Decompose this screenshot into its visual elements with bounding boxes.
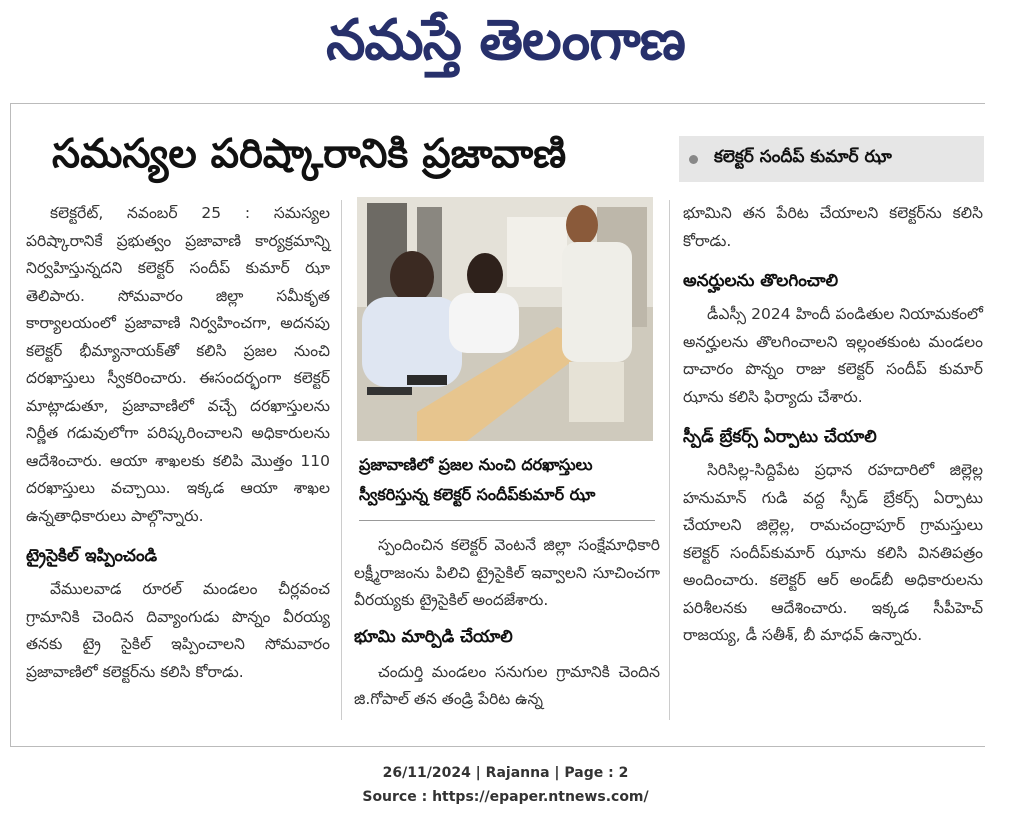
article-paragraph: కలెక్టరేట్, నవంబర్ 25 : సమస్యల పరిష్కారానికే ప్రభుత్వం ప్రజావాణి కార్యక్రమాన్ని నిర్వహిస్తున్నదని కలెక్టర్ సందీప్ కుమార్ ఝా తెలిపారు. సోమవారం జిల్లా సమీకృత కార్యాలయంలో ప్రజావాణి నిర్వహించగా, అదనపు కలెక్టర్ భీమ్యానాయక్‌తో కలిసి ప్రజల నుంచి దరఖాస్తులు స్వీకరించారు. ఈసందర్భంగా కలెక్టర్ మాట్లాడుతూ, ప్రజావాణిలో వచ్చే దరఖాస్తులను నిర్ణీత గడువులోగా పరిష్కరించాలని అధికారులను ఆదేశించారు. ఆయా శాఖలకు కలిపి మొత్తం 110 దరఖాస్తులు వచ్చాయి. ఇక్కడ ఆయా శాఖల ఉన్నతాధికారులు పాల్గొన్నారు. xyxy=(26,204,330,525)
column-divider xyxy=(669,200,670,720)
section-subhead: ట్రైసైకిల్ ఇప్పించండి xyxy=(26,546,158,566)
section-subhead: స్పీడ్ బ్రేకర్స్ ఏర్పాటు చేయాలి xyxy=(683,427,877,447)
article-paragraph: చందుర్తి మండలం సనుగుల గ్రామానికి చెందిన జి.గోపాల్ తన తండ్రి పేరిట ఉన్న xyxy=(354,662,660,708)
section-subhead: అనర్హులను తొలగించాలి xyxy=(683,271,839,291)
section-subhead: భూమి మార్పిడి చేయాలి xyxy=(354,626,513,647)
frame-top-rule xyxy=(10,103,985,104)
article-paragraph: భూమిని తన పేరిట చేయాలని కలెక్టర్‌ను కలిసి కోరాడు. xyxy=(683,204,983,250)
article-headline: సమస్యల పరిష్కారానికి ప్రజావాణి xyxy=(52,131,567,177)
reporter-tag xyxy=(679,136,984,182)
column-1 xyxy=(26,200,330,686)
photo-illustration xyxy=(357,197,653,441)
article-paragraph: డీఎస్సీ 2024 హిందీ పండితుల నియామకంలో అనర్హులను తొలగించాలని ఇల్లంతకుంట మండలం దాచారం పొన్నం రాజు కలెక్టర్ సందీప్ కుమార్ ఝాను కలిసి ఫిర్యాదు చేశారు. xyxy=(683,305,983,406)
article-paragraph: స్పందించిన కలెక్టర్ వెంటనే జిల్లా సంక్షేమాధికారి లక్ష్మీరాజంను పిలిచి ట్రైసైకిల్ ఇవ్వాలని సూచించగా వీరయ్యకు ట్రైసైకిల్ అందజేశారు. xyxy=(354,536,660,609)
column-3 xyxy=(683,200,983,650)
masthead-logo: నమస్తే తెలంగాణ xyxy=(326,8,685,73)
article-paragraph: వేములవాడ రూరల్ మండలం చీర్లవంచ గ్రామానికి చెందిన దివ్యాంగుడు పొన్నం వీరయ్య తనకు ట్రై సైకిల్ ఇప్పించాలని సోమవారం ప్రజావాణిలో కలెక్టర్‌ను కలిసి కోరాడు. xyxy=(26,580,330,681)
column-2 xyxy=(354,532,660,714)
caption-rule xyxy=(359,520,655,521)
frame-left-rule xyxy=(10,103,11,747)
footer-date-page: 26/11/2024 | Rajanna | Page : 2 xyxy=(382,765,629,781)
article-paragraph: సిరిసిల్ల-సిద్దిపేట ప్రధాన రహదారిలో జిల్లెల్ల హనుమాన్ గుడి వద్ద స్పీడ్ బ్రేకర్స్ ఏర్పాటు చేయాలని జిల్లెల్ల, రామచంద్రాపూర్ గ్రామస్తులు కలెక్టర్ సందీప్‌కుమార్ ఝాను కలిసి వినతిపత్రం అందించారు. కలెక్టర్ ఆర్ అండ్‌బీ అధికారులను పరిశీలనకు ఆదేశించారు. ఇక్కడ సీపీహెచ్ రాజయ్య, డీ సతీశ్, బీ మాధవ్ ఉన్నారు. xyxy=(683,461,983,644)
reporter-tag-text: కలెక్టర్ సందీప్ కుమార్ ఝా xyxy=(714,147,892,167)
frame-bottom-rule xyxy=(10,746,985,747)
footer-source: Source : https://epaper.ntnews.com/ xyxy=(362,789,649,805)
news-photo xyxy=(357,197,653,441)
column-divider xyxy=(341,200,342,720)
bullet-icon xyxy=(689,155,698,164)
photo-caption: ప్రజావాణిలో ప్రజల నుంచి దరఖాస్తులు స్వీకరిస్తున్న కలెక్టర్ సందీప్‌కుమార్ ఝా xyxy=(359,455,596,504)
